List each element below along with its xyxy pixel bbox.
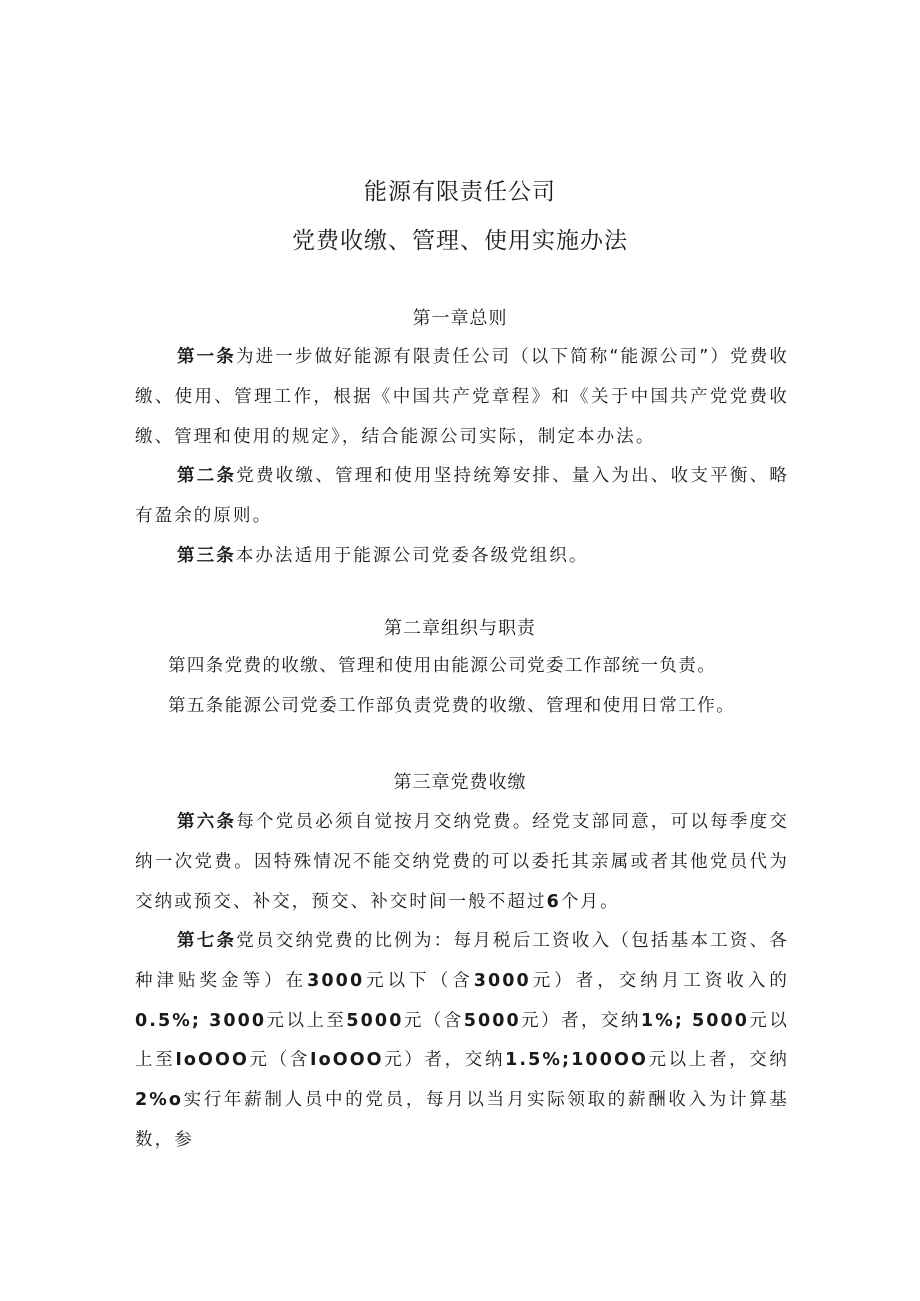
article-7-t11: 实行年薪制人员中的党员，每月以当月实际领取的薪酬收入为计算基数，参 bbox=[135, 1090, 789, 1150]
article-7-label: 第七条 bbox=[177, 931, 237, 951]
article-7-t3: 元）者，交纳月工资收入的 bbox=[530, 970, 789, 991]
chapter-heading-2: 第二章组织与职责 bbox=[384, 618, 536, 639]
article-2-text: 党费收缴、管理和使用坚持统筹安排、量入为出、收支平衡、略有盈余的原则。 bbox=[135, 466, 789, 526]
article-3-text: 本办法适用于能源公司党委各级党组织。 bbox=[235, 546, 589, 566]
article-5: 第五条能源公司党委工作部负责党费的收缴、管理和使用日常工作。 bbox=[168, 696, 735, 716]
article-7-n9: IoOOO bbox=[175, 1050, 249, 1071]
article-1 bbox=[135, 338, 789, 457]
article-4: 第四条党费的收缴、管理和使用由能源公司党委工作部统一负责。 bbox=[168, 656, 717, 676]
article-6-text-b: 个月。 bbox=[560, 891, 620, 912]
article-6-months: 6 bbox=[546, 891, 561, 912]
article-7-n10: IoOOO bbox=[309, 1050, 384, 1071]
article-7-n6: 5000 bbox=[463, 1010, 521, 1031]
article-7-n7: 1%; bbox=[640, 1010, 684, 1031]
article-7-t9: 元）者，交纳 bbox=[383, 1050, 506, 1071]
article-7-t8: 元（含 bbox=[248, 1050, 310, 1071]
article-7-t10: 元以上者，交纳 bbox=[647, 1050, 789, 1071]
article-6-text-a: 每个党员必须自觉按月交纳党费。经党支部同意，可以每季度交纳一次党费。因特殊情况不能交纳党费的可以委托其亲属或者其他党员代为交纳或预交、补交，预交、补交时间一般不超过 bbox=[135, 812, 789, 912]
article-7-t2: 元以下（含 bbox=[364, 970, 474, 991]
article-7 bbox=[135, 922, 789, 1161]
article-7-t4: 元以上至 bbox=[266, 1010, 347, 1031]
document-title-line1: 能源有限责任公司 bbox=[364, 179, 556, 205]
article-7-n8: 5000 bbox=[691, 1010, 750, 1031]
article-7-n4: 3000 bbox=[209, 1010, 267, 1031]
article-6 bbox=[135, 803, 789, 922]
article-2 bbox=[135, 457, 789, 537]
article-7-n12: 100OO bbox=[571, 1050, 648, 1071]
article-1-text: 为进一步做好能源有限责任公司（以下简称“能源公司”）党费收缴、使用、管理工作，根据《中国共产党章程》和《关于中国共产党党费收缴、管理和使用的规定》，结合能源公司实际，制定本办法。 bbox=[135, 347, 789, 447]
chapter-heading-3: 第三章党费收缴 bbox=[393, 772, 527, 793]
article-7-t1: 党员交纳党费的比例为：每月税后工资收入（包括基本工资、各种津贴奖金等）在 bbox=[135, 931, 789, 991]
article-7-n3: 0.5%; bbox=[135, 1010, 202, 1031]
article-7-t6: 元）者，交纳 bbox=[520, 1010, 641, 1031]
document-title-line2: 党费收缴、管理、使用实施办法 bbox=[292, 228, 628, 254]
article-3-label: 第三条 bbox=[177, 546, 236, 566]
article-7-n1: 3000 bbox=[307, 970, 365, 991]
article-7-n5: 5000 bbox=[346, 1010, 404, 1031]
article-2-label: 第二条 bbox=[177, 466, 237, 486]
article-7-t5: 元（含 bbox=[403, 1010, 464, 1031]
article-7-n11: 1.5%; bbox=[505, 1050, 572, 1071]
article-7-t7: 元以上至 bbox=[135, 1010, 789, 1071]
article-6-label: 第六条 bbox=[177, 812, 237, 832]
chapter-heading-1: 第一章总则 bbox=[412, 308, 508, 329]
article-1-label: 第一条 bbox=[177, 347, 236, 367]
article-3 bbox=[135, 537, 789, 577]
article-7-n13: 2%o bbox=[135, 1090, 184, 1111]
article-7-n2: 3000 bbox=[473, 970, 531, 991]
